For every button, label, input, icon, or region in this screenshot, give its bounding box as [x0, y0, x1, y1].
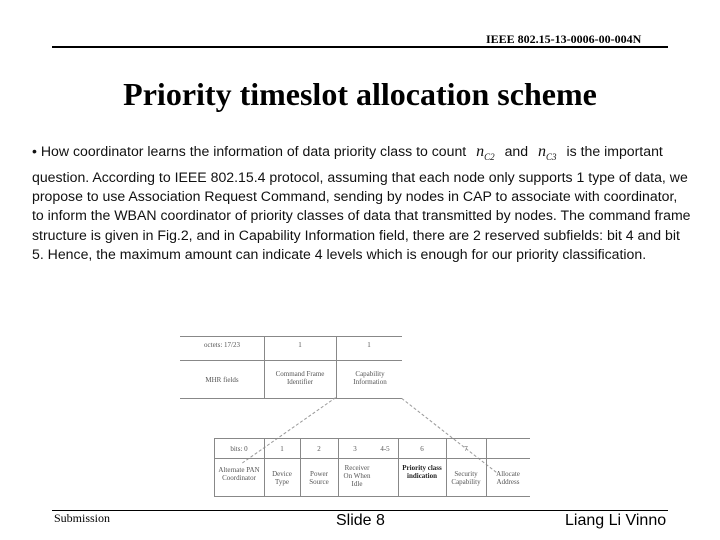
body-part-1: • How coordinator learns the information of data priority class to count [32, 143, 467, 159]
body-and: and [504, 143, 529, 159]
footer-slide-number: Slide 8 [336, 512, 385, 529]
bit-label-1: Device Type [272, 470, 292, 486]
octets-1a: 1 [298, 341, 302, 349]
body-part-2: is the important question. According to IEEE 802.15.4 protocol, assuming that each node only supports 1 type of data, we propose to use Association Request Command, sending by nodes in CAP to associate with coordinator, to inform the WBAN coordinator of priority classes of data that transmitted by nodes. The command frame structure is given in Fig.2, and in Capability Information field, there are 2 reserved subfields: bit 4 and bit 5. Hence, the maximum amount can indicate 4 levels which is enough for our priority classification. [32, 143, 691, 263]
bit-label-0: Alternate PAN Coordinator [218, 466, 260, 482]
footer-submission: Submission [54, 511, 111, 525]
bit-0: bits: 0 [230, 445, 248, 453]
bit-1: 1 [280, 445, 284, 453]
footer-rule [52, 510, 668, 511]
footer-author: Liang Li Vinno [565, 512, 667, 529]
octets-label: octets: 17/23 [204, 341, 240, 349]
math-n-c2: $n_{C2}$ [476, 143, 495, 163]
bit-label-2: Power Source [309, 470, 329, 486]
bit-label-4-5: Priority class indication [402, 464, 442, 480]
octets-1b: 1 [367, 341, 371, 349]
bit-7: 7 [464, 445, 468, 453]
frame-structure-figure [178, 328, 538, 500]
math-n-c3: $n_{C3}$ [538, 143, 557, 163]
bit-6: 6 [420, 445, 424, 453]
bit-2: 2 [317, 445, 321, 453]
bit-label-7: Allocate Address [496, 470, 520, 486]
top-rule [52, 46, 668, 48]
body-paragraph [32, 142, 692, 265]
bit-3: 3 [353, 445, 357, 453]
slide-title: Priority timeslot allocation scheme [123, 76, 597, 112]
bit-label-6: Security Capability [451, 470, 481, 486]
doc-id: IEEE 802.15-13-0006-00-004N [486, 32, 642, 46]
mhr-fields-label: MHR fields [205, 376, 239, 384]
bit-4-5: 4-5 [380, 445, 390, 453]
command-frame-identifier: Command Frame Identifier [275, 370, 325, 386]
capability-information: Capability Information [353, 370, 387, 386]
bit-label-3: Receiver On When Idle [343, 464, 371, 488]
